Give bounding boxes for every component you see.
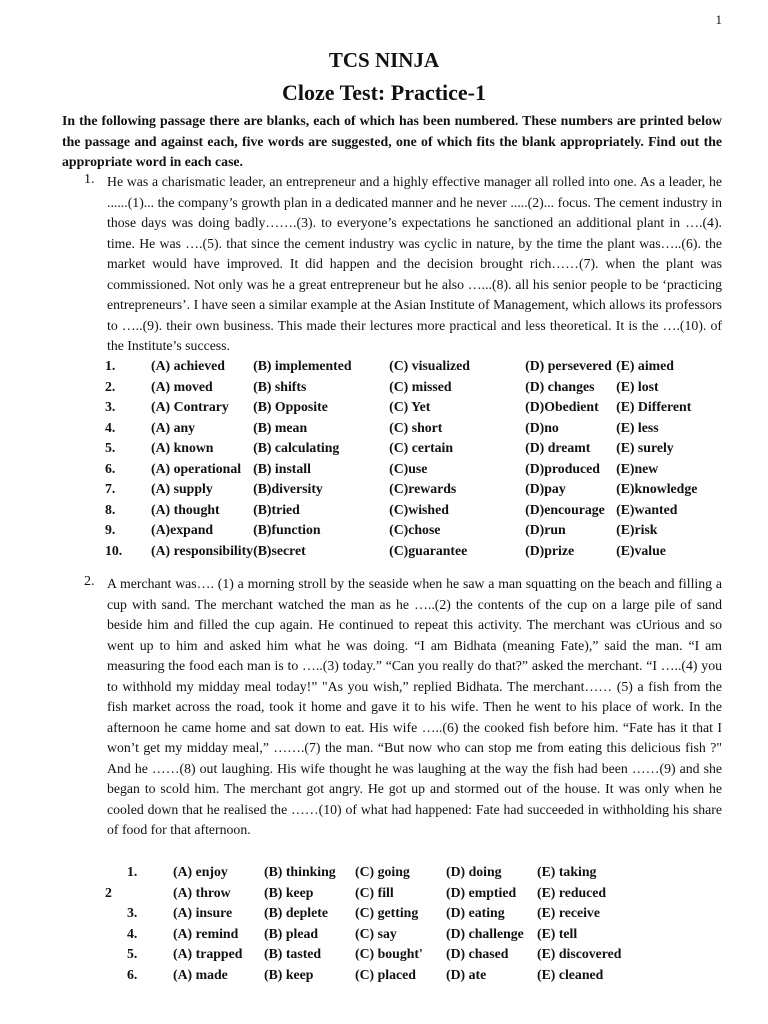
option-choice: (E)knowledge	[616, 481, 698, 496]
option-choice: (A) throw	[173, 884, 231, 900]
option-choice: (C) bought'	[355, 946, 423, 961]
option-choice: (C) certain	[389, 440, 454, 455]
option-choice: (B) keep	[264, 966, 314, 982]
option-number: 6.	[127, 966, 138, 982]
options-table-1	[105, 356, 716, 561]
page-title: TCS NINJA	[328, 48, 440, 72]
option-choice: (D) challenge	[446, 925, 524, 941]
option-choice: (B)function	[253, 522, 321, 537]
option-row	[105, 459, 716, 480]
option-choice: (C)wished	[389, 501, 449, 517]
option-choice: (D)prize	[525, 542, 575, 558]
option-choice: (D)Obedient	[525, 399, 599, 414]
option-choice: (E)new	[616, 460, 659, 476]
option-choice: (C) placed	[355, 966, 416, 982]
option-choice: (E) tell	[537, 925, 578, 941]
passage-1: He was a charismatic leader, an entrepreneur and a highly effective manager all rolled into one. As a leader, he ......(1)... the company’s growth plan in a dedicated manner and he never .....(2)... focus. The cement industry in those days was doing badly…….(3). to everyone’s expectations he sanctioned an additional plant in ….(4). time. He was ….(5). that since the cement industry was cyclic in nature, by the time the plant was…..(6). the market would have improved. It did happen and the decision brought rich……(7). when the plant was commissioned. Not only was he a great entrepreneur but he also …...(8). all his senior people to be ‘practicing entrepreneurs’. I have seen a similar example at the Asian Institute of Management, which allows its professors to …..(9). their own business. This made their lectures more practical and less theoretical. It is the ….(10). of the Institute’s success.	[107, 174, 722, 353]
option-choice: (E) reduced	[537, 884, 607, 900]
option-choice: (C) getting	[355, 905, 419, 920]
option-row	[105, 883, 637, 904]
option-choice: (C)guarantee	[389, 542, 468, 558]
option-choice: (A) enjoy	[173, 864, 228, 879]
option-choice: (A) trapped	[173, 946, 243, 961]
option-row	[105, 438, 716, 459]
option-row	[105, 924, 637, 945]
option-choice: (A) Contrary	[151, 399, 229, 414]
option-row	[105, 377, 716, 398]
option-choice: (C) fill	[355, 884, 394, 900]
option-number: 4.	[127, 925, 138, 941]
option-choice: (D) persevered	[525, 358, 612, 373]
passage-2: A merchant was…. (1) a morning stroll by the seaside when he saw a man squatting on the beach and filling a cup with sand. The merchant watched the man as he …..(2) the contents of the cup on a large pile of sand beside him and filled the cup again. He continued to repeat this activity. The merchant was cUrious and so went up to him and asked him what he was doing. “I am Bidhata (meaning Fate),” said the man. “I am measuring the food each man is to …..(3) today.” “Can you really do that?” asked the merchant. “I …..(4) you to withhold my midday meal today!” "As you wish,” replied Bidhata. The merchant…… (5) a fish from the fish market across the road, took it home and gave it to his wife. Then he went to his place of work. In the afternoon he came home and sat down to eat. His wife …..(6) the cooked fish before him. “Fate has it that I won’t get my midday meal,” …….(7) the man. “But now who can stop me from eating this delicious fish ?" And he ……(8) out laughing. His wife thought he was laughing at the way the fish had been ……(9) and she began to scold him. The merchant got angry. He got up and stormed out of the house. It was only when he cooled down that he realised the ……(10) of what had happened: Fate had succeeded in withholding his share of food for that afternoon.	[107, 576, 722, 837]
option-choice: (E)value	[616, 542, 666, 558]
option-choice: (B) mean	[253, 419, 308, 435]
option-choice: (B) shifts	[253, 378, 307, 394]
option-choice: (D)pay	[525, 481, 566, 496]
option-row	[105, 965, 637, 986]
option-row	[105, 500, 716, 521]
option-choice: (B) tasted	[264, 946, 322, 961]
option-choice: (A)expand	[151, 522, 214, 537]
options-table-2	[105, 862, 637, 985]
option-number: 7.	[105, 481, 116, 496]
option-choice: (D)no	[525, 419, 559, 435]
question-number-2: 2.	[84, 574, 95, 589]
option-choice: (A) remind	[173, 925, 239, 941]
option-choice: (D)encourage	[525, 501, 605, 517]
option-choice: (C) short	[389, 419, 443, 435]
option-choice: (A) achieved	[151, 358, 225, 373]
option-choice: (A) insure	[173, 905, 233, 920]
option-choice: (B)tried	[253, 501, 300, 517]
option-choice: (C) going	[355, 864, 410, 879]
option-row	[105, 541, 716, 562]
option-choice: (D)produced	[525, 460, 600, 476]
option-choice: (A) supply	[151, 481, 213, 496]
option-choice: (E) receive	[537, 905, 600, 920]
option-choice: (D) doing	[446, 864, 502, 879]
option-choice: (E) surely	[616, 440, 674, 455]
option-row	[105, 356, 716, 377]
option-number: 6.	[105, 460, 116, 476]
option-choice: (C) Yet	[389, 399, 431, 414]
option-row	[105, 418, 716, 439]
option-choice: (A) made	[173, 966, 228, 982]
option-choice: (D) eating	[446, 905, 505, 920]
option-number: 3.	[105, 399, 116, 414]
option-choice: (E) cleaned	[537, 966, 604, 982]
option-number: 4.	[105, 419, 116, 435]
option-choice: (C)rewards	[389, 481, 457, 496]
option-choice: (B) install	[253, 460, 311, 476]
option-choice: (B) implemented	[253, 358, 352, 373]
option-number: 8.	[105, 501, 116, 517]
option-choice: (A) thought	[151, 501, 220, 517]
option-choice: (D) emptied	[446, 884, 517, 900]
option-number: 1.	[105, 358, 116, 373]
option-number: 1.	[127, 864, 138, 879]
option-choice: (C)chose	[389, 522, 441, 537]
option-choice: (E) discovered	[537, 946, 622, 961]
option-choice: (A) operational	[151, 460, 242, 476]
option-choice: (B) plead	[264, 925, 319, 941]
option-choice: (D) changes	[525, 378, 595, 394]
option-choice: (E) Different	[616, 399, 692, 414]
option-row	[105, 903, 637, 924]
option-number: 9.	[105, 522, 116, 537]
option-choice: (B) thinking	[264, 864, 336, 879]
option-choice: (D) ate	[446, 966, 487, 982]
option-row	[105, 944, 637, 965]
option-choice: (D) chased	[446, 946, 509, 961]
option-choice: (B)secret	[253, 542, 306, 558]
page-number: 1	[715, 12, 722, 27]
option-choice: (A) any	[151, 419, 196, 435]
option-choice: (C) say	[355, 925, 397, 941]
option-choice: (C)use	[389, 460, 428, 476]
option-number: 2.	[105, 378, 116, 394]
option-choice: (E) taking	[537, 864, 597, 879]
option-choice: (D) dreamt	[525, 440, 591, 455]
option-number: 3.	[127, 905, 138, 920]
option-choice: (C) missed	[389, 378, 452, 394]
option-choice: (E) less	[616, 419, 659, 435]
option-number: 5.	[127, 946, 138, 961]
option-row	[105, 862, 637, 883]
option-choice: (B) calculating	[253, 440, 340, 455]
instructions: In the following passage there are blanks, each of which has been numbered. These numbers are printed below the passage and against each, five words are suggested, one of which fits the blank appropriately. Find out the appropriate word in each case.	[62, 113, 722, 169]
option-choice: (A) responsibility	[151, 542, 254, 558]
question-number-1: 1.	[84, 172, 95, 187]
option-choice: (A) known	[151, 440, 214, 455]
option-number: 5.	[105, 440, 116, 455]
option-choice: (E) lost	[616, 378, 659, 394]
option-number: 2	[105, 884, 112, 900]
option-row	[105, 397, 716, 418]
option-row	[105, 520, 716, 541]
option-choice: (D)run	[525, 522, 566, 537]
option-choice: (E) aimed	[616, 358, 674, 373]
option-choice: (E)risk	[616, 522, 658, 537]
option-choice: (A) moved	[151, 378, 213, 394]
option-choice: (B)diversity	[253, 481, 323, 496]
option-choice: (E)wanted	[616, 501, 678, 517]
page-subtitle: Cloze Test: Practice-1	[281, 80, 487, 105]
option-row	[105, 479, 716, 500]
option-number: 10.	[105, 542, 123, 558]
option-choice: (B) keep	[264, 884, 314, 900]
option-choice: (B) Opposite	[253, 399, 328, 414]
option-choice: (C) visualized	[389, 358, 470, 373]
option-choice: (B) deplete	[264, 905, 328, 920]
